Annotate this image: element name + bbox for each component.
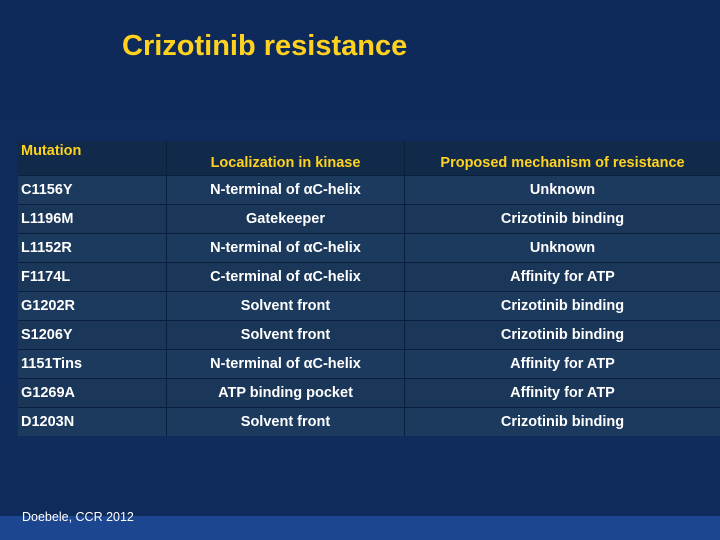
table-row (18, 176, 720, 205)
cell-localization: Gatekeeper (167, 205, 405, 234)
cell-mutation: L1196M (18, 205, 167, 234)
cell-mutation: F1174L (18, 263, 167, 292)
cell-localization: ATP binding pocket (167, 379, 405, 408)
cell-mechanism: Crizotinib binding (405, 205, 720, 234)
cell-localization: Solvent front (167, 292, 405, 321)
cell-mechanism: Affinity for ATP (405, 350, 720, 379)
table-row (18, 321, 720, 350)
cell-localization: N-terminal of αC-helix (167, 350, 405, 379)
cell-localization: Solvent front (167, 321, 405, 350)
cell-mechanism: Crizotinib binding (405, 292, 720, 321)
slide-title: Crizotinib resistance (122, 30, 408, 62)
cell-localization: N-terminal of αC-helix (167, 234, 405, 263)
citation: Doebele, CCR 2012 (22, 510, 134, 524)
table-row (18, 263, 720, 292)
table-row (18, 350, 720, 379)
cell-mechanism: Unknown (405, 176, 720, 205)
cell-mutation: 1151Tins (18, 350, 167, 379)
cell-mechanism: Crizotinib binding (405, 408, 720, 437)
cell-localization: N-terminal of αC-helix (167, 176, 405, 205)
header-localization: Localization in kinase (167, 141, 405, 176)
header-mechanism: Proposed mechanism of resistance (405, 141, 720, 176)
table-row (18, 205, 720, 234)
resistance-table (18, 141, 720, 436)
cell-mutation: G1202R (18, 292, 167, 321)
cell-mutation: C1156Y (18, 176, 167, 205)
table-header-row (18, 141, 720, 176)
cell-localization: C-terminal of αC-helix (167, 263, 405, 292)
cell-mutation: L1152R (18, 234, 167, 263)
cell-mechanism: Affinity for ATP (405, 379, 720, 408)
cell-mutation: S1206Y (18, 321, 167, 350)
cell-mechanism: Affinity for ATP (405, 263, 720, 292)
cell-mutation: G1269A (18, 379, 167, 408)
table-row (18, 379, 720, 408)
cell-localization: Solvent front (167, 408, 405, 437)
table-row (18, 292, 720, 321)
cell-mutation: D1203N (18, 408, 167, 437)
header-mutation: Mutation (18, 141, 167, 176)
cell-mechanism: Unknown (405, 234, 720, 263)
table-row (18, 234, 720, 263)
table-row (18, 408, 720, 437)
cell-mechanism: Crizotinib binding (405, 321, 720, 350)
